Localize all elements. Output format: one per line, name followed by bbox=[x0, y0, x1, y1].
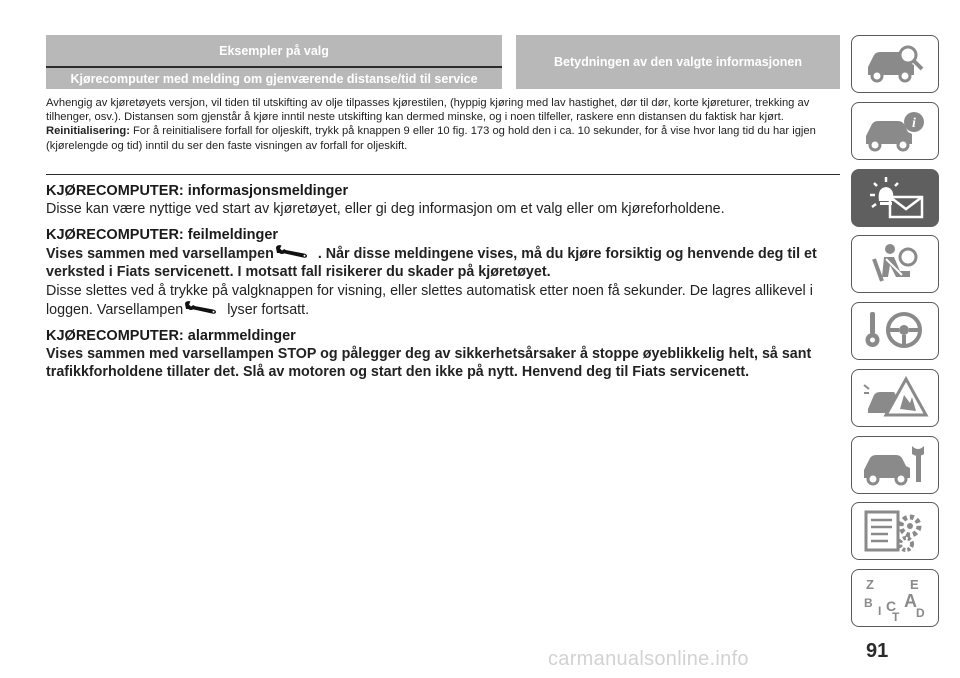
table-reset-paragraph bbox=[46, 124, 840, 152]
tab-starting-driving[interactable] bbox=[851, 302, 939, 360]
header-meaning: Betydningen av den valgte informasjonen bbox=[516, 35, 840, 89]
tab-emergency[interactable] bbox=[851, 369, 939, 427]
table-bottom-rule bbox=[46, 174, 840, 175]
car-accident-warning-icon bbox=[860, 375, 930, 421]
index-letter: I bbox=[878, 604, 882, 618]
wrench-warning-light-icon bbox=[274, 244, 318, 260]
index-letter: D bbox=[916, 606, 925, 620]
fault-messages-heading: KJØRECOMPUTER: feilmeldinger bbox=[46, 226, 279, 243]
table-body-text: Avhengig av kjøretøyets versjon, vil tiden til utskifting av olje tilpasses kjørestilen, (hyppig kjøring med lav hastighet, dør til dør, korte kjøreturer, trekking av tilhenger, osv.). Distansen som gjenstår å kjøre inntil neste utskifting kan dermed minske, og i noen tilfeller, raskere enn distansen du faktisk har kjørt. bbox=[46, 97, 810, 124]
key-steering-wheel-icon bbox=[860, 308, 930, 354]
wrench-warning-light-icon bbox=[183, 300, 227, 316]
reset-label: Reinitialisering: bbox=[46, 125, 130, 138]
tab-technical-specifications[interactable] bbox=[851, 502, 939, 560]
index-letter: A bbox=[904, 591, 917, 611]
fault-warning-part2: . Når disse meldingene vises, må du kjøre forsiktig og henvende deg til et verksted i Fiats servicenett. I motsatt fall risikerer du skader på kjøretøyet. bbox=[46, 245, 817, 280]
car-info-icon bbox=[860, 108, 930, 154]
svg-text:i: i bbox=[912, 116, 916, 131]
warning-light-message-icon bbox=[860, 175, 930, 221]
tab-car-info[interactable] bbox=[851, 102, 939, 160]
fault-text-part1: Disse slettes ved å trykke på valgknappen for visning, eller slettes automatisk etter noen få sekunder. De lagres allikevel i loggen. Varsellampen bbox=[46, 282, 813, 318]
fault-warning-part1: Vises sammen med varsellampen bbox=[46, 245, 274, 262]
info-messages-text: Disse kan være nyttige ved start av kjøretøyet, eller gi deg informasjon om et valg eller om kjøreforholdene. bbox=[46, 201, 725, 217]
tab-service-maintenance[interactable] bbox=[851, 436, 939, 494]
seat-airbag-icon bbox=[860, 241, 930, 287]
reset-text: For å reinitialisere forfall for oljeskift, trykk på knappen 9 eller 10 fig. 173 og hold den i ca. 10 sekunder, for å vise hvor lang tid du har igjen (kjørelengde og tid) inntil du ser den faste visningen av forfall for oljeskift. bbox=[46, 125, 816, 152]
tab-safety[interactable] bbox=[851, 235, 939, 293]
fault-text-part2: lyser fortsatt. bbox=[227, 302, 310, 318]
tab-warning-lights[interactable] bbox=[851, 169, 939, 227]
header-examples: Eksempler på valg bbox=[219, 44, 329, 58]
index-letter: Z bbox=[866, 577, 874, 592]
index-letter: C bbox=[886, 598, 897, 614]
index-letter: B bbox=[864, 596, 873, 610]
info-table-header bbox=[46, 35, 840, 89]
tab-index[interactable] bbox=[851, 569, 939, 627]
alarm-messages-heading: KJØRECOMPUTER: alarmmeldinger bbox=[46, 327, 296, 344]
watermark: carmanualsonline.info bbox=[548, 648, 749, 670]
specifications-gear-icon bbox=[860, 508, 930, 554]
info-messages-heading: KJØRECOMPUTER: informasjonsmeldinger bbox=[46, 183, 349, 199]
table-body bbox=[46, 96, 840, 153]
alphabetical-index-icon bbox=[860, 575, 930, 621]
car-search-icon bbox=[860, 41, 930, 87]
fault-messages-warning bbox=[46, 244, 840, 282]
alarm-messages-text: Vises sammen med varsellampen STOP og pålegger deg av sikkerhetsårsaker å stoppe øyeblikkelig helt, så sant trafikkforholdene tillater det. Slå av motoren og start den ikke på nytt. Henvend deg til Fiats servicenett. bbox=[46, 345, 812, 380]
header-gap bbox=[502, 35, 516, 89]
index-letter: T bbox=[892, 610, 900, 621]
page-number: 91 bbox=[866, 640, 889, 662]
main-content bbox=[46, 182, 840, 382]
header-trip-computer: Kjørecomputer med melding om gjenværende distanse/tid til service bbox=[70, 71, 478, 86]
index-letter: E bbox=[910, 577, 919, 592]
tab-car-search[interactable] bbox=[851, 35, 939, 93]
car-wrench-icon bbox=[860, 442, 930, 488]
header-left-cell bbox=[46, 35, 502, 89]
fault-messages-text bbox=[46, 282, 840, 320]
